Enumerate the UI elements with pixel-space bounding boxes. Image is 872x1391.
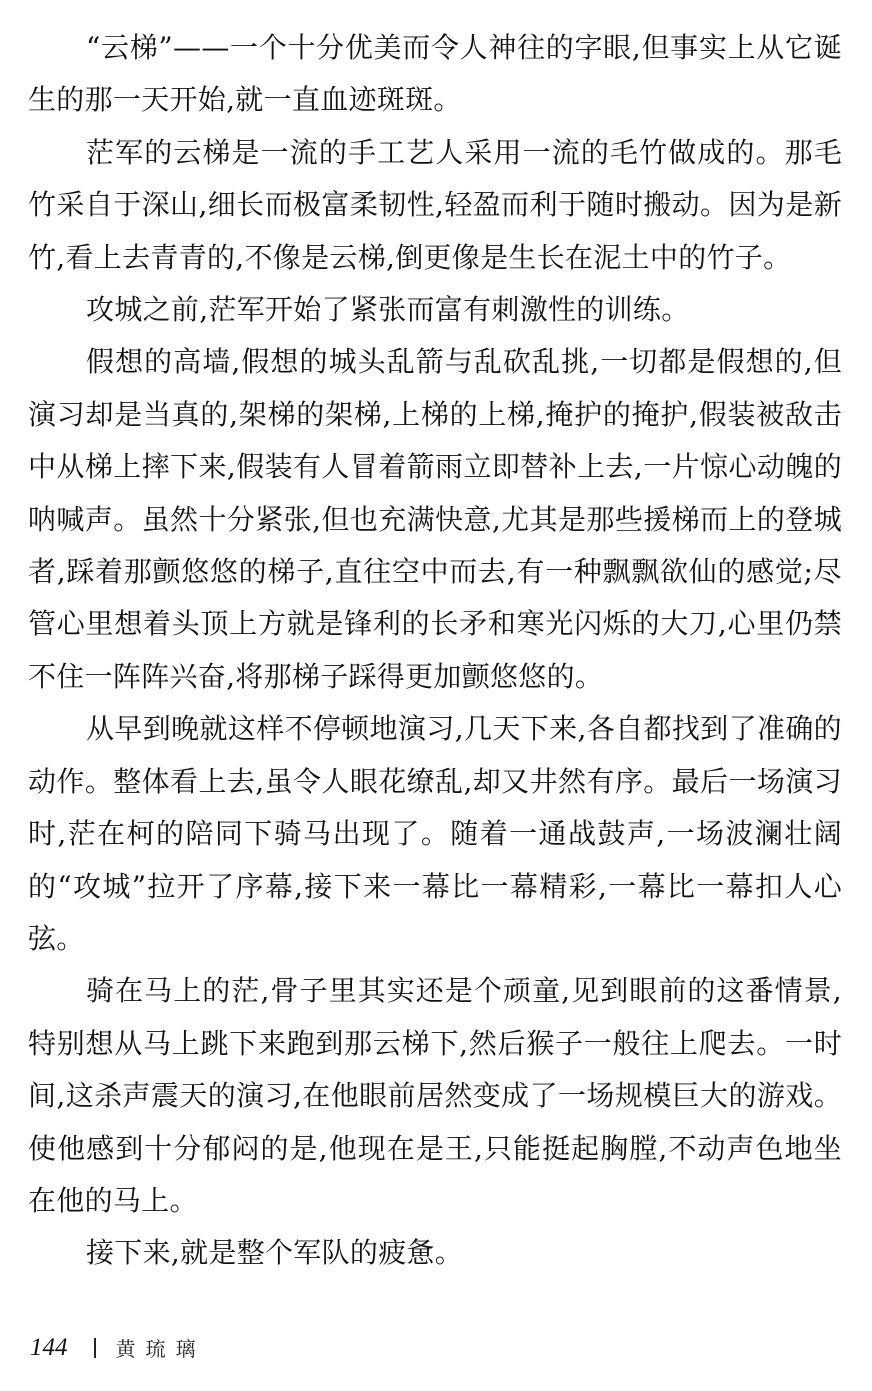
paragraph: 骑在马上的茫,骨子里其实还是个顽童,见到眼前的这番情景,特别想从马上跳下来跑到那云梯下,然后猴子一般往上爬去。一时间,这杀声震天的演习,在他眼前居然变成了一场规模巨大的游戏。使他感到十分郁闷的是,他现在是王,只能挺起胸膛,不动声色地坐在他的马上。	[28, 974, 842, 1217]
paragraph: 假想的高墙,假想的城头乱箭与乱砍乱挑,一切都是假想的,但演习却是当真的,架梯的架梯,上梯的上梯,掩护的掩护,假装被敌击中从梯上摔下来,假装有人冒着箭雨立即替补上去,一片惊心动魄的呐喊声。虽然十分紧张,但也充满快意,尤其是那些援梯而上的登城者,踩着那颤悠悠的梯子,直往空中而去,有一种飘飘欲仙的感觉;尽管心里想着头顶上方就是锋利的长矛和寒光闪烁的大刀,心里仍禁不住一阵阵兴奋,将那梯子踩得更加颤悠悠的。	[28, 345, 842, 693]
page-body	[28, 22, 842, 1280]
paragraph: “云梯”——一个十分优美而令人神往的字眼,但事实上从它诞生的那一天开始,就一直血迹斑斑。	[28, 31, 842, 117]
paragraph: 茫军的云梯是一流的手工艺人采用一流的毛竹做成的。那毛竹采自于深山,细长而极富柔韧性,轻盈而利于随时搬动。因为是新竹,看上去青青的,不像是云梯,倒更像是生长在泥土中的竹子。	[28, 135, 842, 274]
page-number: 144	[30, 1333, 68, 1361]
paragraph: 从早到晚就这样不停顿地演习,几天下来,各自都找到了准确的动作。整体看上去,虽令人眼花缭乱,却又井然有序。最后一场演习时,茫在柯的陪同下骑马出现了。随着一通战鼓声,一场波澜壮阔的“攻城”拉开了序幕,接下来一幕比一幕精彩,一幕比一幕扣人心弦。	[28, 712, 842, 955]
footer-author: 黄琉璃	[115, 1337, 206, 1361]
paragraph: 攻城之前,茫军开始了紧张而富有刺激性的训练。	[86, 293, 690, 327]
page-footer	[30, 1333, 206, 1362]
footer-divider	[94, 1338, 96, 1358]
paragraph: 接下来,就是整个军队的疲惫。	[86, 1236, 464, 1270]
